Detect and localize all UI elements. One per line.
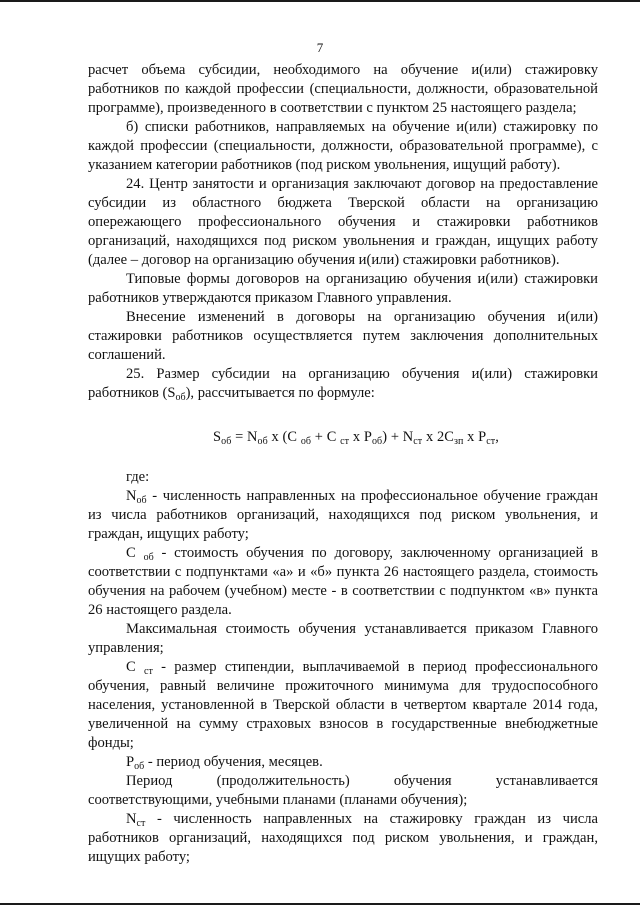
paragraph-max-cost: Максимальная стоимость обучения устанавливается приказом Главного управления; — [88, 621, 598, 656]
formula-sub: об — [221, 436, 232, 447]
p25-sub: об — [175, 392, 186, 403]
formula-term: + C — [311, 429, 341, 445]
symbol-sub: об — [136, 495, 147, 506]
definition-p-ob — [88, 753, 598, 772]
symbol: N — [126, 811, 137, 827]
definition-text: - численность направленных на профессиональное обучение граждан из числа работников организаций, находящихся под риском увольнения, и граждан, ищущих работу; — [88, 488, 598, 542]
definition-c-ob — [88, 544, 598, 620]
definition-c-st — [88, 658, 598, 753]
where-label: где: — [126, 469, 150, 485]
formula-term: = N — [231, 429, 258, 445]
symbol: P — [126, 754, 135, 770]
formula-term: x 2C — [422, 429, 454, 445]
definition-n-st — [88, 810, 598, 867]
definition-n-ob — [88, 487, 598, 544]
definition-text: - стоимость обучения по договору, заключенному организацией в соответствии с подпунктами «а» и «б» пункта 26 настоящего раздела, стоимость обучения на рабочем (учебном) месте - в соответствии с подпунктом «в» пункта 26 настоящего раздела. — [88, 545, 598, 618]
formula-term: ) + N — [382, 429, 414, 445]
formula-sub: об — [300, 436, 312, 447]
formula-term: , — [495, 429, 499, 445]
formula-term: S — [213, 429, 222, 445]
symbol: N — [126, 488, 137, 504]
symbol-sub: ст — [144, 666, 153, 677]
formula-sub: об — [257, 436, 268, 447]
p25-text-b: ), рассчитывается по формуле: — [185, 385, 375, 401]
formula-term: x P — [349, 429, 372, 445]
definition-text: - период обучения, месяцев. — [144, 754, 323, 770]
symbol-sub: ст — [136, 818, 146, 829]
definition-text: - численность направленных на стажировку граждан из числа работников организаций, находящихся под риском увольнения, и граждан, ищущих работу; — [88, 811, 598, 865]
paragraph-25 — [88, 365, 598, 403]
formula-sub: ст — [486, 436, 496, 447]
subsidy-formula — [88, 428, 598, 447]
symbol: С — [126, 659, 145, 675]
paragraph-amendments: Внесение изменений в договоры на организацию обучения и(или) стажировки работников осуществляется путем заключения дополнительных соглашений. — [88, 309, 598, 363]
formula-sub: зп — [453, 436, 464, 447]
p25-text-a: 25. Размер субсидии на организацию обучения и(или) стажировки работников (S — [88, 366, 598, 401]
formula-sub: ст — [413, 436, 423, 447]
paragraph-typical-forms: Типовые формы договоров на организацию обучения и(или) стажировки работников утверждаются приказом Главного управления. — [88, 271, 598, 306]
page-number: 7 — [316, 40, 324, 55]
formula-term: x (C — [267, 429, 301, 445]
symbol: С — [126, 545, 144, 561]
formula-sub: ст — [340, 436, 350, 447]
paragraph-period: Период (продолжительность) обучения устанавливается соответствующими, учебными планами (планами обучения); — [88, 773, 598, 808]
formula-term: x P — [463, 429, 487, 445]
symbol-sub: об — [143, 552, 154, 563]
paragraph-24: 24. Центр занятости и организация заключают договор на предоставление субсидии из областного бюджета Тверской области на организацию опережающего профессионального обучения и стажировки работников организаций, находящихся под риском увольнения и граждан, ищущих работу (далее – договор на организацию обучения и(или) стажировки работников). — [88, 176, 598, 268]
symbol-sub: об — [134, 761, 145, 772]
definition-text: - размер стипендии, выплачиваемой в период профессионального обучения, равный величине прожиточного минимума для трудоспособного населения, установленной в Тверской области в четвертом квартале 2014 года, увеличенной на сумму страховых взносов в государственные внебюджетные фонды; — [88, 659, 598, 751]
paragraph-calc: расчет объема субсидии, необходимого на обучение и(или) стажировку работников по каждой профессии (специальности, должности, образовательной программе), произведенного в соответствии с пунктом 25 настоящего раздела; — [88, 62, 598, 116]
document-body — [88, 61, 598, 867]
formula-sub: об — [371, 436, 383, 447]
top-scan-border — [0, 0, 640, 2]
paragraph-b-lists: б) списки работников, направляемых на обучение и(или) стажировку по каждой профессии (специальности, должности, образовательной программе), с указанием категории работников (под риском увольнения, ищущий работу). — [88, 119, 598, 173]
